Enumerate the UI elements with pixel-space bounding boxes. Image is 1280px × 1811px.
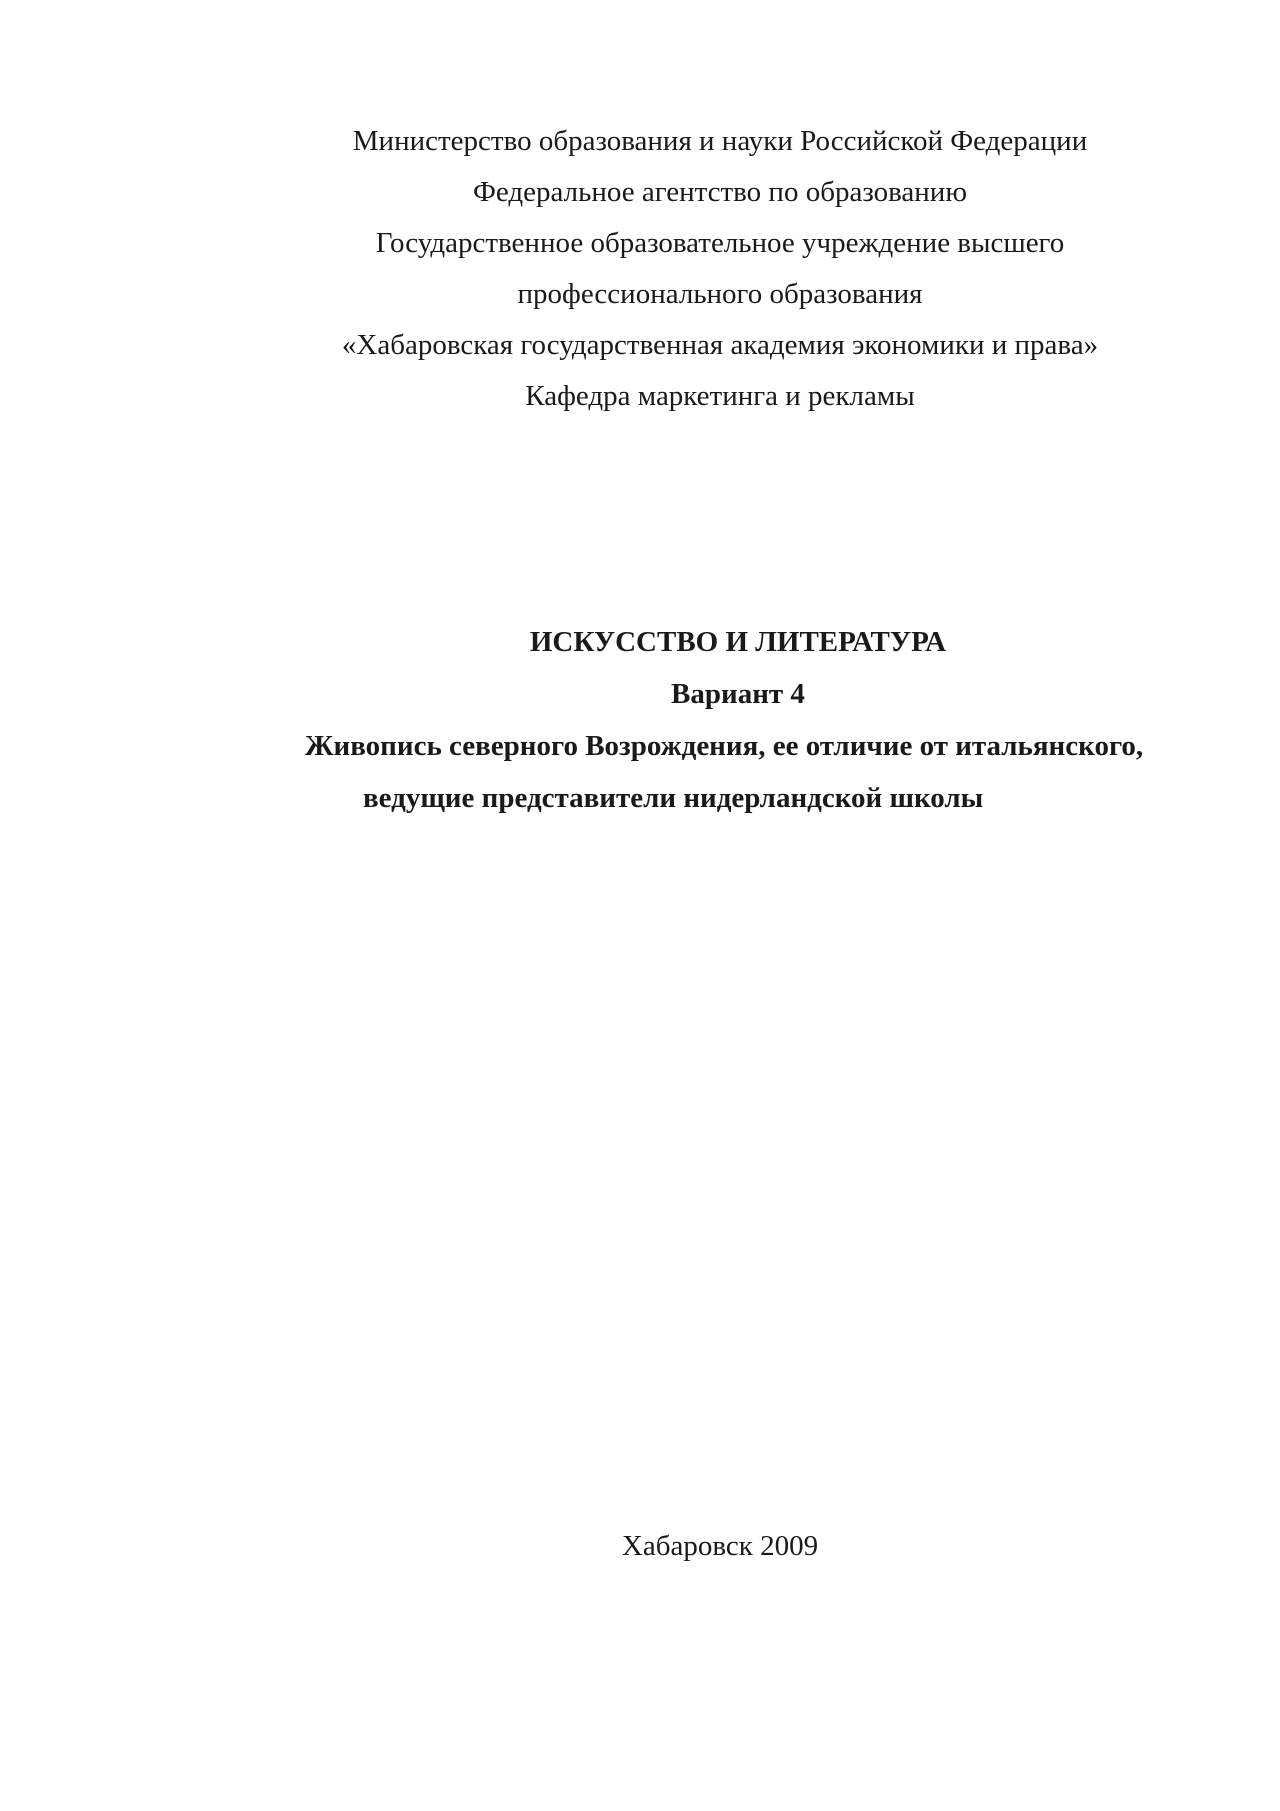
institution-header bbox=[290, 116, 1150, 422]
agency-line: Федеральное агентство по образованию bbox=[472, 176, 967, 208]
variant-label: Вариант 4 bbox=[671, 678, 805, 710]
institution-line-2: профессионального образования bbox=[517, 278, 923, 310]
discipline-title: ИСКУССТВО И ЛИТЕРАТУРА bbox=[529, 626, 947, 658]
academy-line: «Хабаровская государственная академия экономики и права» bbox=[341, 329, 1099, 361]
topic-line-2: ведущие представители нидерландской школы bbox=[363, 782, 984, 814]
department-line: Кафедра маркетинга и рекламы bbox=[525, 380, 915, 412]
ministry-line: Министерство образования и науки Российской Федерации bbox=[352, 125, 1088, 157]
city-year-footer: Хабаровск 2009 bbox=[621, 1530, 819, 1562]
institution-line-1: Государственное образовательное учреждение высшего bbox=[375, 227, 1065, 259]
work-title-block bbox=[260, 616, 1180, 824]
topic-line-1: Живопись северного Возрождения, ее отличие от итальянского, bbox=[304, 730, 1144, 762]
